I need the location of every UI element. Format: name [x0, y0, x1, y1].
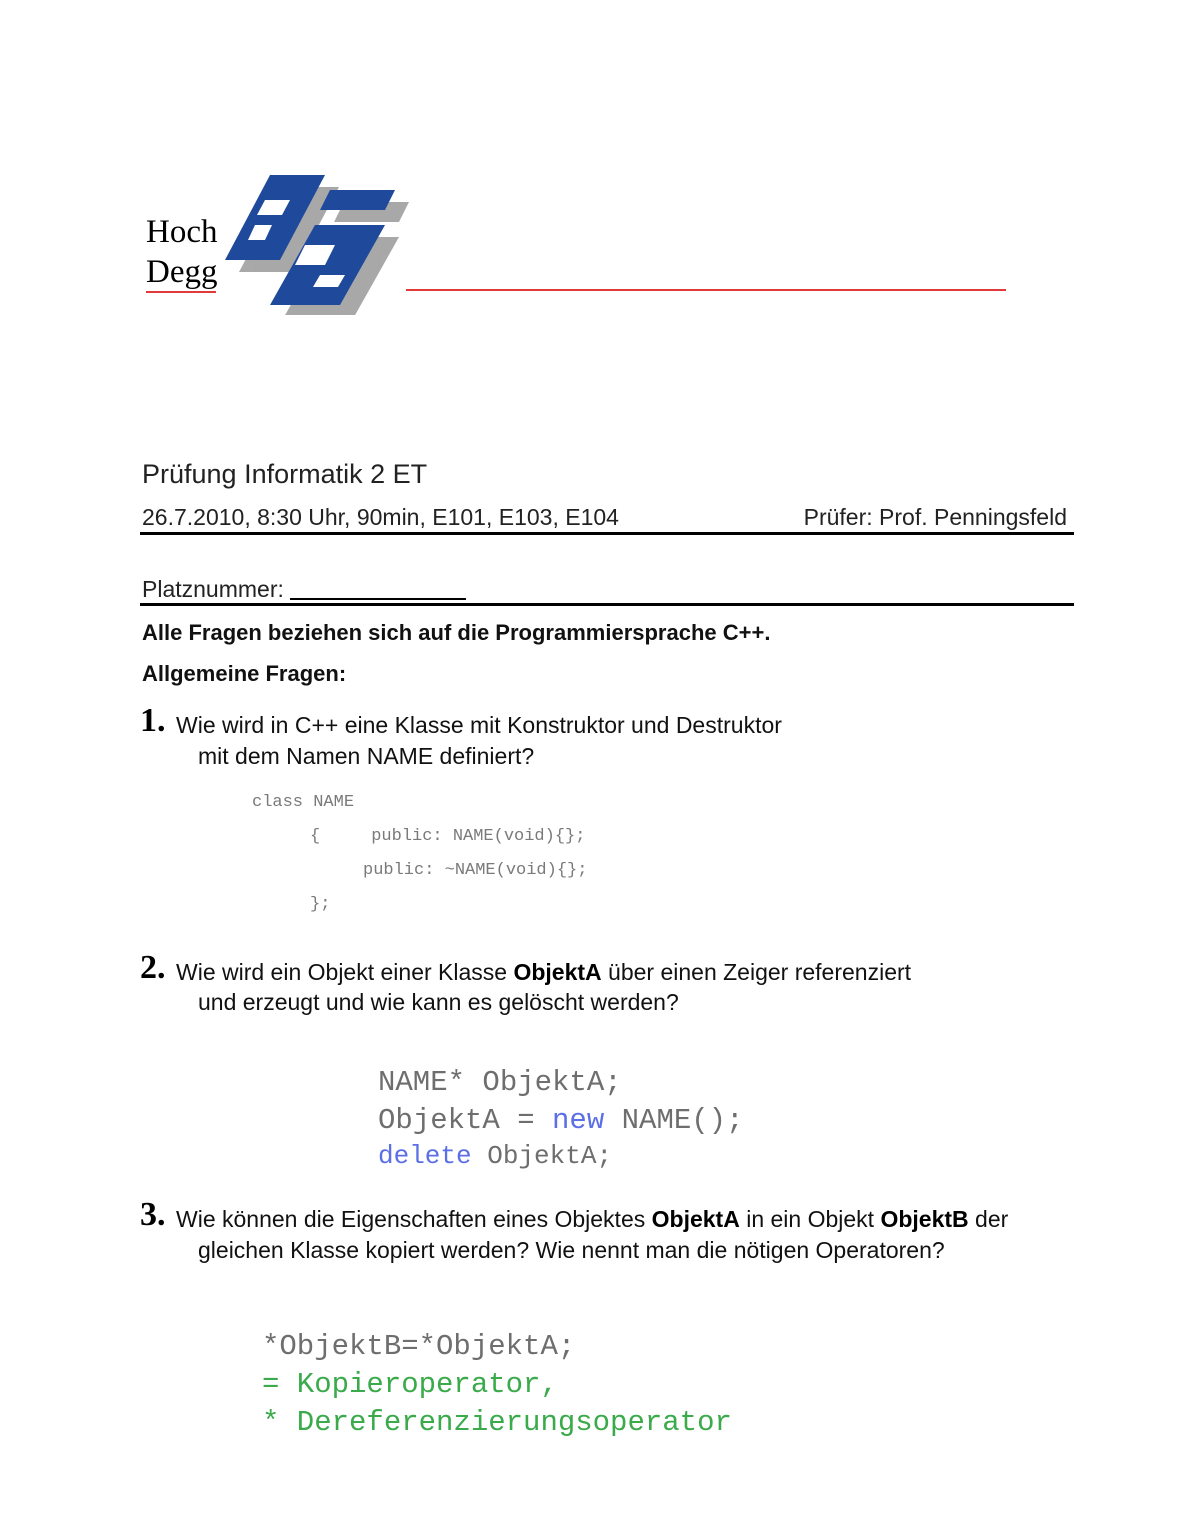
divider	[140, 603, 1074, 606]
exam-details: 26.7.2010, 8:30 Uhr, 90min, E101, E103, E104	[142, 504, 619, 530]
question-text-part: Wie können die Eigenschaften eines Objektes	[176, 1206, 652, 1232]
seat-number-field[interactable]	[290, 598, 466, 600]
question-text-part: der	[968, 1206, 1009, 1232]
answer-code-line: *ObjektB=*ObjektA;	[262, 1330, 576, 1363]
exam-title: Prüfung Informatik 2 ET	[142, 459, 428, 489]
answer-code-line: class NAME	[252, 793, 355, 812]
answer-code-line	[378, 1104, 743, 1137]
intro-text: Alle Fragen beziehen sich auf die Programmiersprache C++.	[142, 620, 771, 645]
class-name: ObjektB	[880, 1206, 969, 1232]
header-rule	[406, 289, 1006, 291]
seat-number-label: Platznummer:	[142, 576, 284, 602]
question-text	[176, 1204, 1008, 1234]
answer-comment-line: = Kopieroperator,	[262, 1368, 558, 1401]
code-part: NAME();	[604, 1104, 744, 1137]
question-text-part: über einen Zeiger referenziert	[601, 959, 912, 985]
hochschule-logo-icon	[210, 165, 420, 315]
answer-code-line	[378, 1141, 612, 1171]
answer-code-line: public: ~NAME(void){};	[363, 861, 588, 880]
divider	[140, 532, 1074, 535]
keyword-delete: delete	[378, 1141, 472, 1171]
answer-code-line: { public: NAME(void){};	[310, 827, 586, 846]
question-text	[176, 957, 911, 987]
question-number: 1.	[140, 702, 166, 739]
section-title: Allgemeine Fragen:	[142, 661, 347, 686]
question-text: mit dem Namen NAME definiert?	[198, 743, 535, 769]
question-text: gleichen Klasse kopiert werden? Wie nennt man die nötigen Operatoren?	[198, 1237, 945, 1263]
question-text: und erzeugt und wie kann es gelöscht werden?	[198, 989, 679, 1015]
question-number: 3.	[140, 1196, 166, 1233]
answer-code-line: NAME* ObjektA;	[378, 1066, 622, 1099]
question-text: Wie wird in C++ eine Klasse mit Konstruktor und Destruktor	[176, 712, 782, 738]
class-name: ObjektA	[513, 959, 602, 985]
class-name: ObjektA	[651, 1206, 740, 1232]
logo-text-line1: Hoch	[146, 214, 218, 250]
answer-code-line: };	[310, 895, 331, 914]
question-text-part: in ein Objekt	[739, 1206, 881, 1232]
code-part: ObjektA =	[378, 1104, 553, 1137]
question-text-part: Wie wird ein Objekt einer Klasse	[176, 959, 514, 985]
examiner: Prüfer: Prof. Penningsfeld	[803, 504, 1067, 530]
keyword-new: new	[552, 1104, 605, 1137]
code-part: ObjektA;	[471, 1141, 613, 1171]
question-number: 2.	[140, 949, 166, 986]
answer-comment-line: * Dereferenzierungsoperator	[262, 1406, 732, 1439]
logo-text-line2: Degg	[146, 254, 218, 290]
logo-underline	[146, 291, 216, 293]
